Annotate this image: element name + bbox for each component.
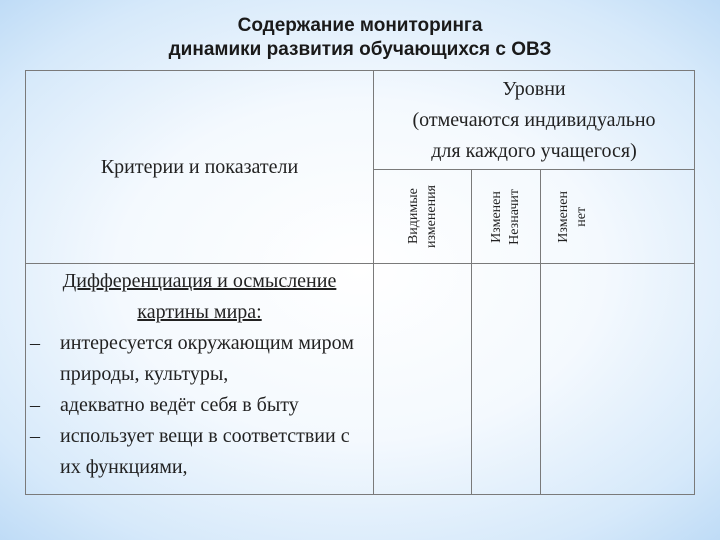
sub-header-visible-changes: [374, 170, 472, 264]
criteria-header: Критерии и показатели: [26, 71, 374, 264]
levels-header-line-2: (отмечаются индивидуально: [412, 108, 656, 131]
slide-title-line-2: динамики развития обучающихся с ОВЗ: [168, 39, 552, 60]
section-heading-line-1: Дифференциация и осмысление: [62, 270, 337, 292]
mark-cell-minor-changes[interactable]: [472, 264, 541, 495]
monitoring-table: [25, 70, 695, 495]
slide-title-line-1: Содержание мониторинга: [237, 15, 483, 36]
sub-header-no-changes: [541, 170, 695, 264]
mark-cell-no-changes[interactable]: [541, 264, 695, 495]
levels-header-line-1: Уровни: [502, 77, 566, 100]
criteria-cell: [26, 264, 374, 495]
criteria-list: [26, 328, 373, 483]
slide-title: [0, 14, 720, 62]
section-heading: [26, 264, 373, 328]
list-item: – адекватно ведёт себя в быту: [30, 390, 373, 421]
sub-header-3-line-1: Изменен: [556, 190, 571, 243]
sub-header-3-line-2: нет: [574, 206, 589, 227]
levels-header-line-3: для каждого учащегося): [431, 139, 637, 162]
sub-header-2-line-1: Изменен: [489, 190, 504, 243]
sub-header-minor-changes: [472, 170, 541, 264]
list-item: – использует вещи в соответствии с их функциями,: [30, 421, 373, 483]
list-item: – интересуется окружающим миром природы, культуры,: [30, 328, 373, 390]
sub-header-2-line-2: Незначит: [507, 188, 522, 245]
sub-header-1-line-2: изменения: [423, 184, 439, 249]
levels-header: [374, 71, 695, 170]
section-heading-line-2: картины мира:: [137, 301, 262, 323]
mark-cell-visible-changes[interactable]: [374, 264, 472, 495]
sub-header-1-line-1: Видимые: [405, 188, 421, 245]
